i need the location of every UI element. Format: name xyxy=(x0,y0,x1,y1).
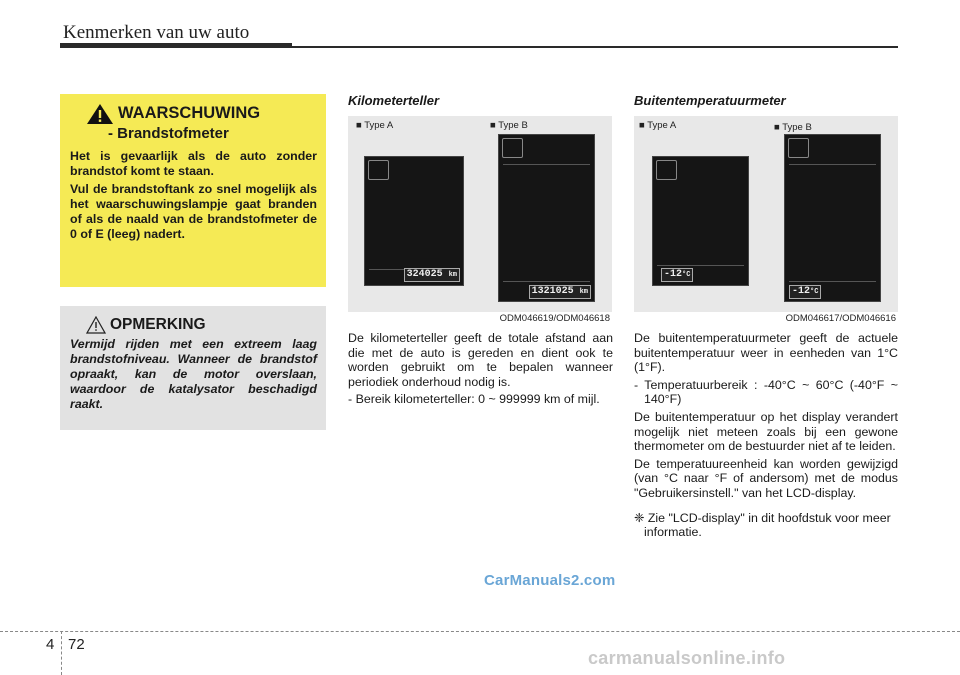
odometer-readout-type-a xyxy=(404,268,460,282)
screen-divider xyxy=(789,281,876,282)
page-number: 72 xyxy=(68,636,85,653)
temperature-figure-code: ODM046617/ODM046616 xyxy=(785,313,896,324)
section-number: 4 xyxy=(46,636,55,653)
odometer-paragraph: De kilometerteller geeft de totale afstand aan die met de auto is gereden en dient ook te worden gebruikt om te bepalen wanneer periodiek onderhoud nodig is. xyxy=(348,331,613,389)
warning-triangle-icon xyxy=(86,103,114,125)
temperature-readout-type-b xyxy=(789,285,821,299)
odometer-screen-type-a xyxy=(364,156,464,286)
warning-subtitle: - Brandstofmeter xyxy=(108,125,229,142)
temperature-body xyxy=(634,331,898,543)
odometer-readout-type-b xyxy=(529,285,591,299)
watermark-carmanuals2[interactable]: CarManuals2.com xyxy=(484,572,616,589)
odometer-figure xyxy=(348,116,612,324)
odometer-unit-a: km xyxy=(448,271,457,279)
odometer-unit-b: km xyxy=(579,288,588,296)
temperature-type-b-label: ■ Type B xyxy=(774,122,812,133)
note-title: OPMERKING xyxy=(110,316,206,333)
display-mode-icon xyxy=(656,160,677,180)
temperature-value-a: -12 xyxy=(664,269,683,280)
odometer-range: - Bereik kilometerteller: 0 ~ 999999 km of mijl. xyxy=(348,392,600,407)
warning-title: WAARSCHUWING xyxy=(118,104,261,122)
screen-divider xyxy=(657,265,744,266)
temperature-heading: Buitentemperatuurmeter xyxy=(634,93,786,108)
temperature-paragraph-3: De temperatuureenheid kan worden gewijzigd (van °C naar °F of andersom) met de modus "Gebruikersinstell." van het LCD-display. xyxy=(634,456,898,500)
warning-paragraph-2: Vul de brandstoftank zo snel mogelijk als het waarschuwingslampje gaat branden of als de naald van de brandstofmeter de 0 of E (leeg) nadert. xyxy=(70,182,317,241)
header-rule-thin xyxy=(292,46,898,48)
temperature-value-b: -12 xyxy=(792,286,811,297)
temperature-screen-type-b xyxy=(784,134,881,302)
odometer-value-b: 1321025 xyxy=(531,286,574,297)
watermark-carmanualsonline[interactable]: carmanualsonline.info xyxy=(588,648,786,668)
odometer-body xyxy=(348,331,613,410)
temperature-unit-b: °C xyxy=(810,288,819,296)
odometer-value-a: 324025 xyxy=(406,269,443,280)
temperature-reference: ❈ Zie "LCD-display" in dit hoofdstuk voor meer informatie. xyxy=(634,510,891,540)
temperature-unit-a: °C xyxy=(682,271,691,279)
odometer-heading: Kilometerteller xyxy=(348,93,440,108)
temperature-range: - Temperatuurbereik : -40°C ~ 60°C (-40°F ~ 140°F) xyxy=(634,377,898,407)
footer-divider xyxy=(61,631,62,675)
odometer-type-a-label: ■ Type A xyxy=(356,120,394,131)
screen-divider xyxy=(503,281,590,282)
display-mode-icon xyxy=(502,138,523,158)
note-box xyxy=(60,306,326,430)
warning-heading xyxy=(70,104,317,125)
odometer-figure-code: ODM046619/ODM046618 xyxy=(499,313,610,324)
page-header-title: Kenmerken van uw auto xyxy=(63,22,250,43)
temperature-figure xyxy=(634,116,898,324)
footer-rule xyxy=(0,631,960,632)
display-mode-icon xyxy=(788,138,809,158)
temperature-readout-type-a xyxy=(661,268,693,282)
warning-paragraph-1: Het is gevaarlijk als de auto zonder brandstof komt te staan. xyxy=(70,149,317,178)
display-mode-icon xyxy=(368,160,389,180)
note-heading xyxy=(86,316,317,334)
temperature-paragraph-1: De buitentemperatuurmeter geeft de actuele buitentemperatuur weer in eenheden van 1°C (1°F). xyxy=(634,331,898,375)
temperature-paragraph-2: De buitentemperatuur op het display verandert mogelijk niet meteen zoals bij een gewone thermometer om de bestuurder niet af te leiden. xyxy=(634,409,898,454)
odometer-type-b-label: ■ Type B xyxy=(490,120,528,131)
odometer-screen-type-b xyxy=(498,134,595,302)
screen-divider xyxy=(789,164,876,165)
temperature-type-a-label: ■ Type A xyxy=(639,120,677,131)
note-text: Vermijd rijden met een extreem laag brandstofniveau. Wanneer de brandstof opraakt, kan de motor overslaan, waardoor de katalysator beschadigd raakt. xyxy=(70,337,317,411)
temperature-screen-type-a xyxy=(652,156,749,286)
warning-box xyxy=(60,94,326,287)
caution-triangle-icon xyxy=(86,316,106,334)
screen-divider xyxy=(503,164,590,165)
header-rule-thick xyxy=(60,43,292,48)
